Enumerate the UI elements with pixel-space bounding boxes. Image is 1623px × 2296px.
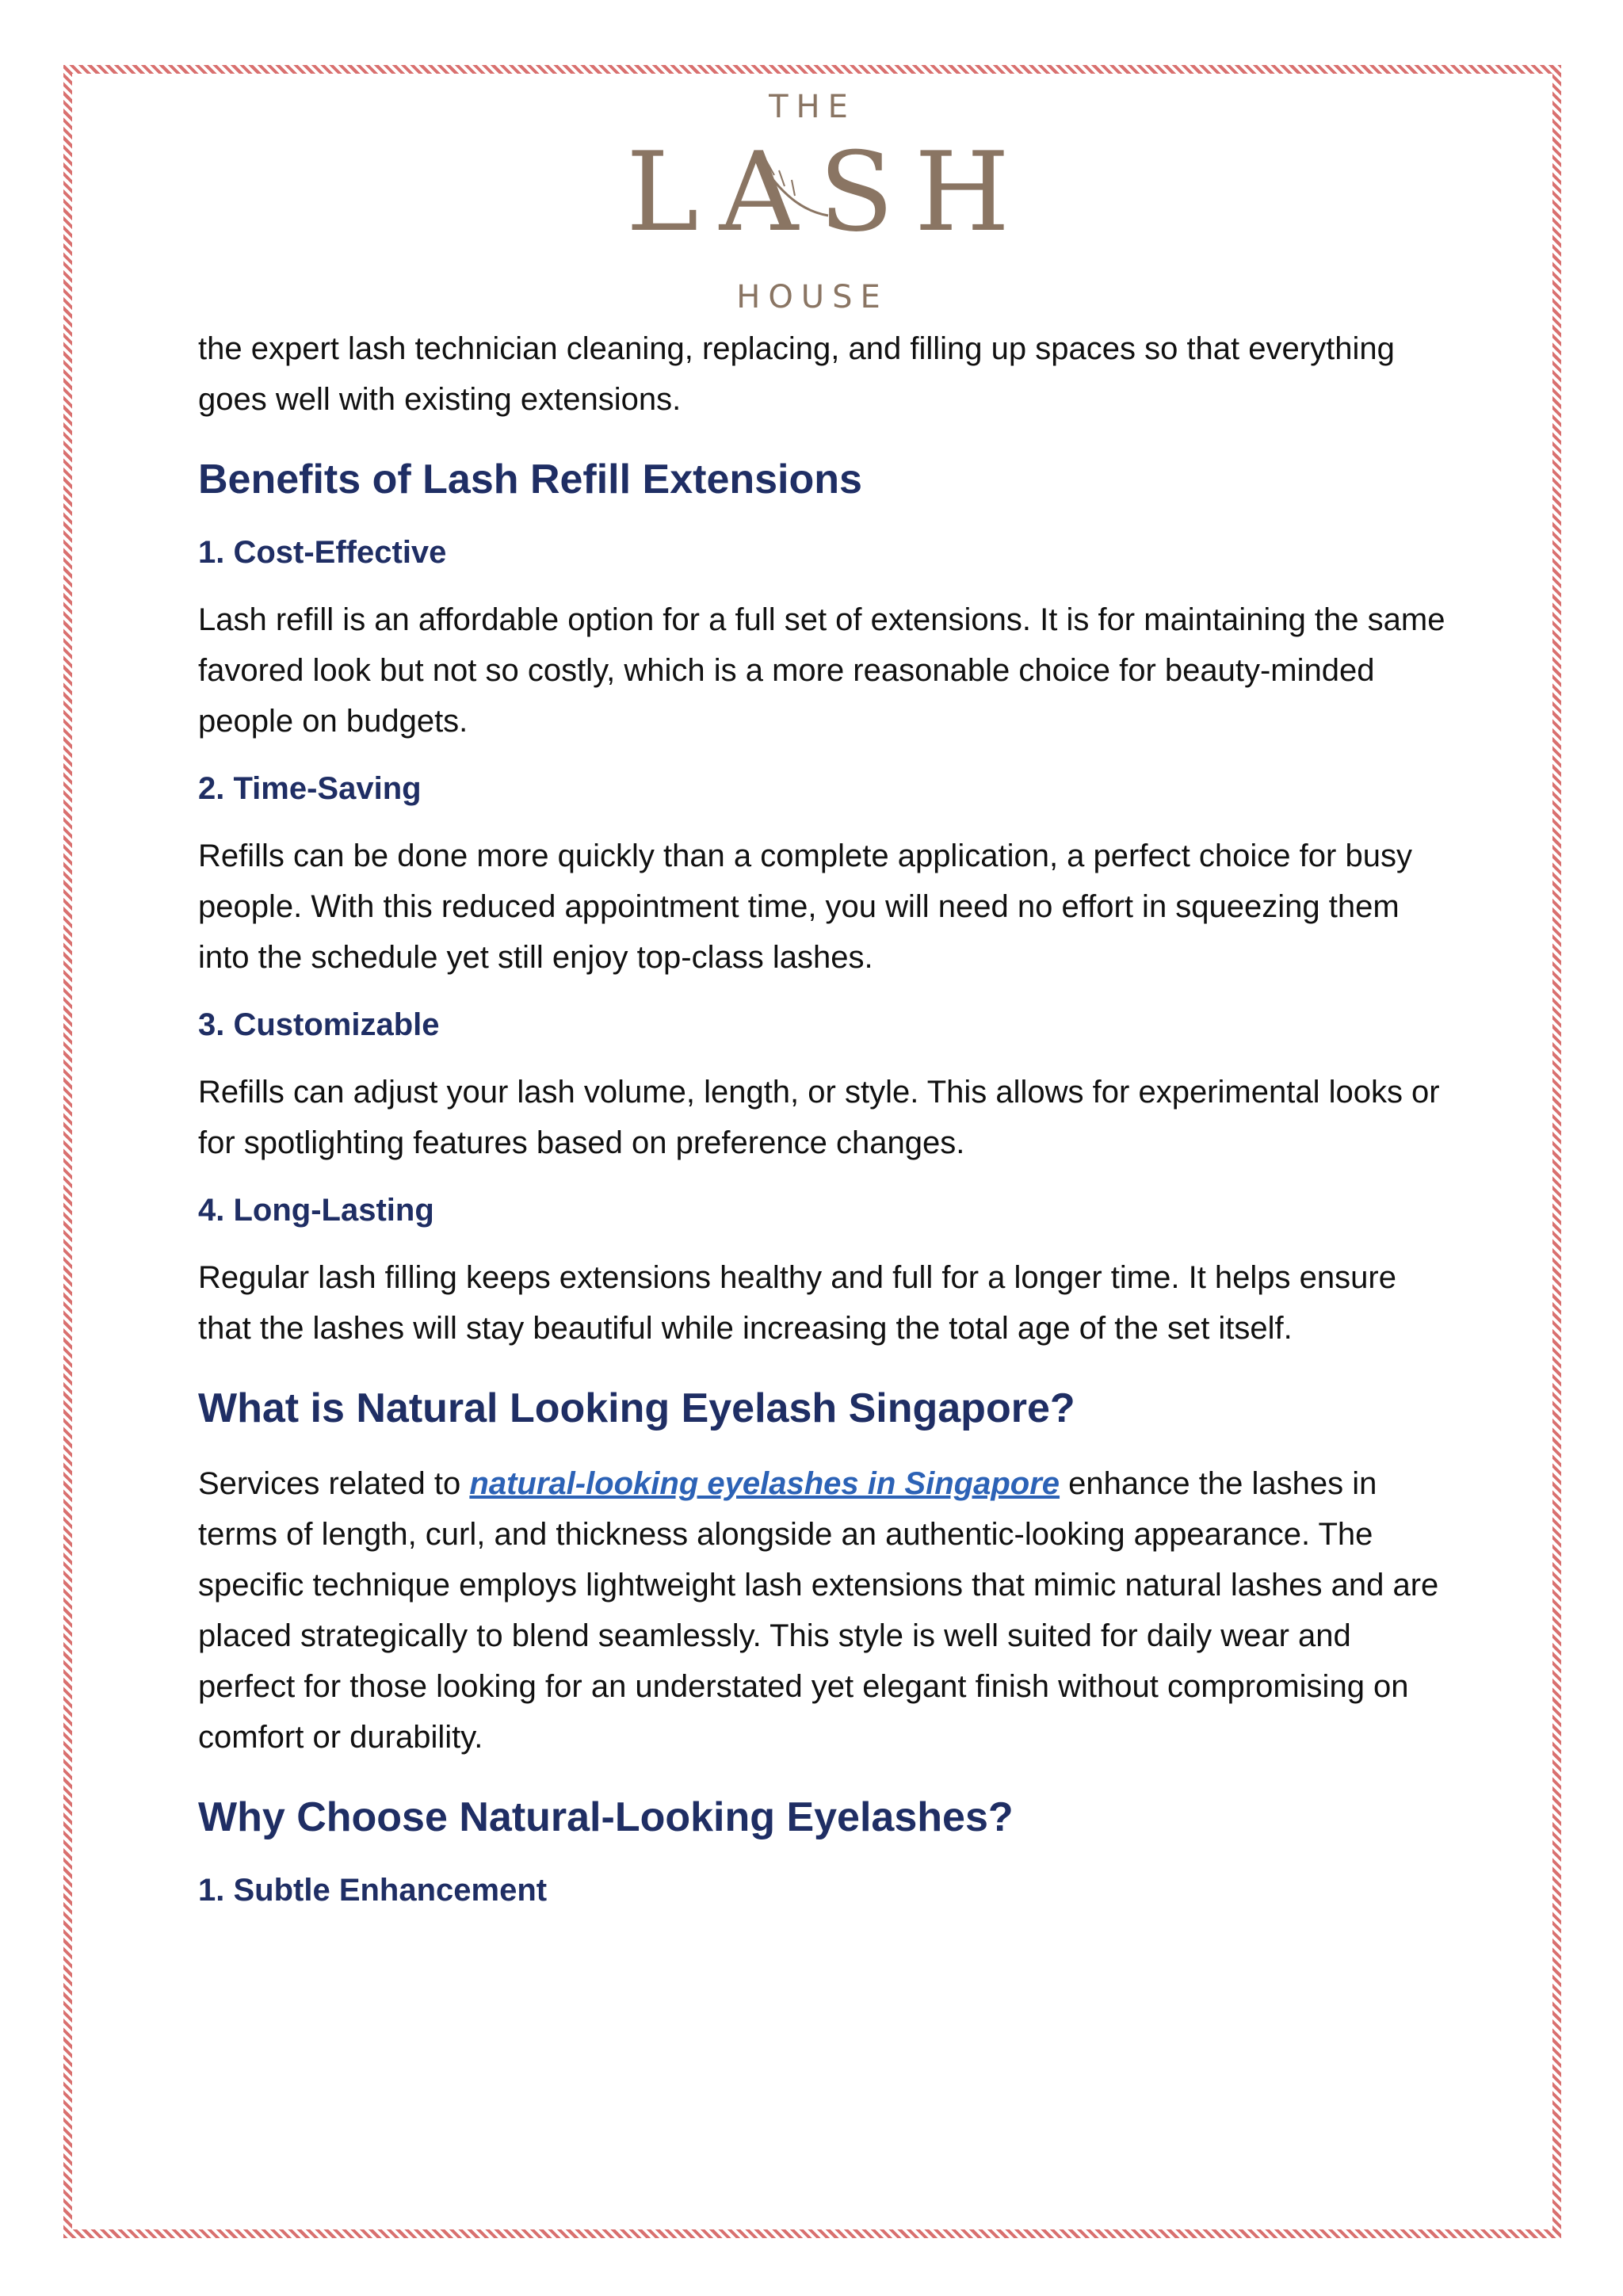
lash-house-logo	[626, 89, 1031, 327]
benefit-title-customizable: 3. Customizable	[198, 1007, 440, 1042]
benefit-body-time-saving: Refills can be done more quickly than a complete application, a perfect choice for busy people. With this reduced appointment time, you will need no effort in squeezing them into the schedule yet still enjoy top-class lashes.	[198, 839, 1412, 975]
intro-paragraph: the expert lash technician cleaning, replacing, and filling up spaces so that everything goes well with existing extensions.	[198, 331, 1395, 417]
document-body	[198, 323, 1450, 1932]
section-heading-why-choose: Why Choose Natural-Looking Eyelashes?	[198, 1794, 1014, 1840]
section-heading-natural-looking: What is Natural Looking Eyelash Singapore?	[198, 1385, 1075, 1431]
section-heading-benefits: Benefits of Lash Refill Extensions	[198, 457, 862, 502]
logo-the: THE	[769, 89, 856, 125]
benefit-title-long-lasting: 4. Long-Lasting	[198, 1193, 434, 1228]
benefit-title-cost-effective: 1. Cost-Effective	[198, 535, 447, 570]
logo-house: HOUSE	[736, 279, 888, 315]
benefit-title-time-saving: 2. Time-Saving	[198, 771, 422, 806]
paragraph-text-after-link: enhance the lashes in terms of length, curl, and thickness alongside an authentic-looking appearance. The specific technique employs lightweight lash extensions that mimic natural lashes and are placed strategically to blend seamlessly. This style is well suited for daily wear and perfect for those looking for an understated yet elegant finish without compromising on comfort or durability.	[198, 1466, 1439, 1755]
reason-title-subtle-enhancement: 1. Subtle Enhancement	[198, 1873, 548, 1908]
benefit-body-cost-effective: Lash refill is an affordable option for a full set of extensions. It is for maintaining the same favored look but not so costly, which is a more reasonable choice for beauty-minded people on budgets.	[198, 602, 1445, 739]
benefit-body-long-lasting: Regular lash filling keeps extensions healthy and full for a longer time. It helps ensure that the lashes will stay beautiful while increasing the total age of the set itself.	[198, 1260, 1396, 1346]
logo-lash: LASH	[626, 128, 1031, 256]
natural-eyelashes-link[interactable]: natural-looking eyelashes in Singapore	[469, 1466, 1060, 1501]
benefit-body-customizable: Refills can adjust your lash volume, length, or style. This allows for experimental looks or for spotlighting features based on preference changes.	[198, 1075, 1440, 1160]
natural-looking-paragraph	[198, 1458, 1450, 1763]
eyelash-flourish-icon	[741, 140, 836, 227]
paragraph-text-before-link: Services related to	[198, 1466, 470, 1501]
